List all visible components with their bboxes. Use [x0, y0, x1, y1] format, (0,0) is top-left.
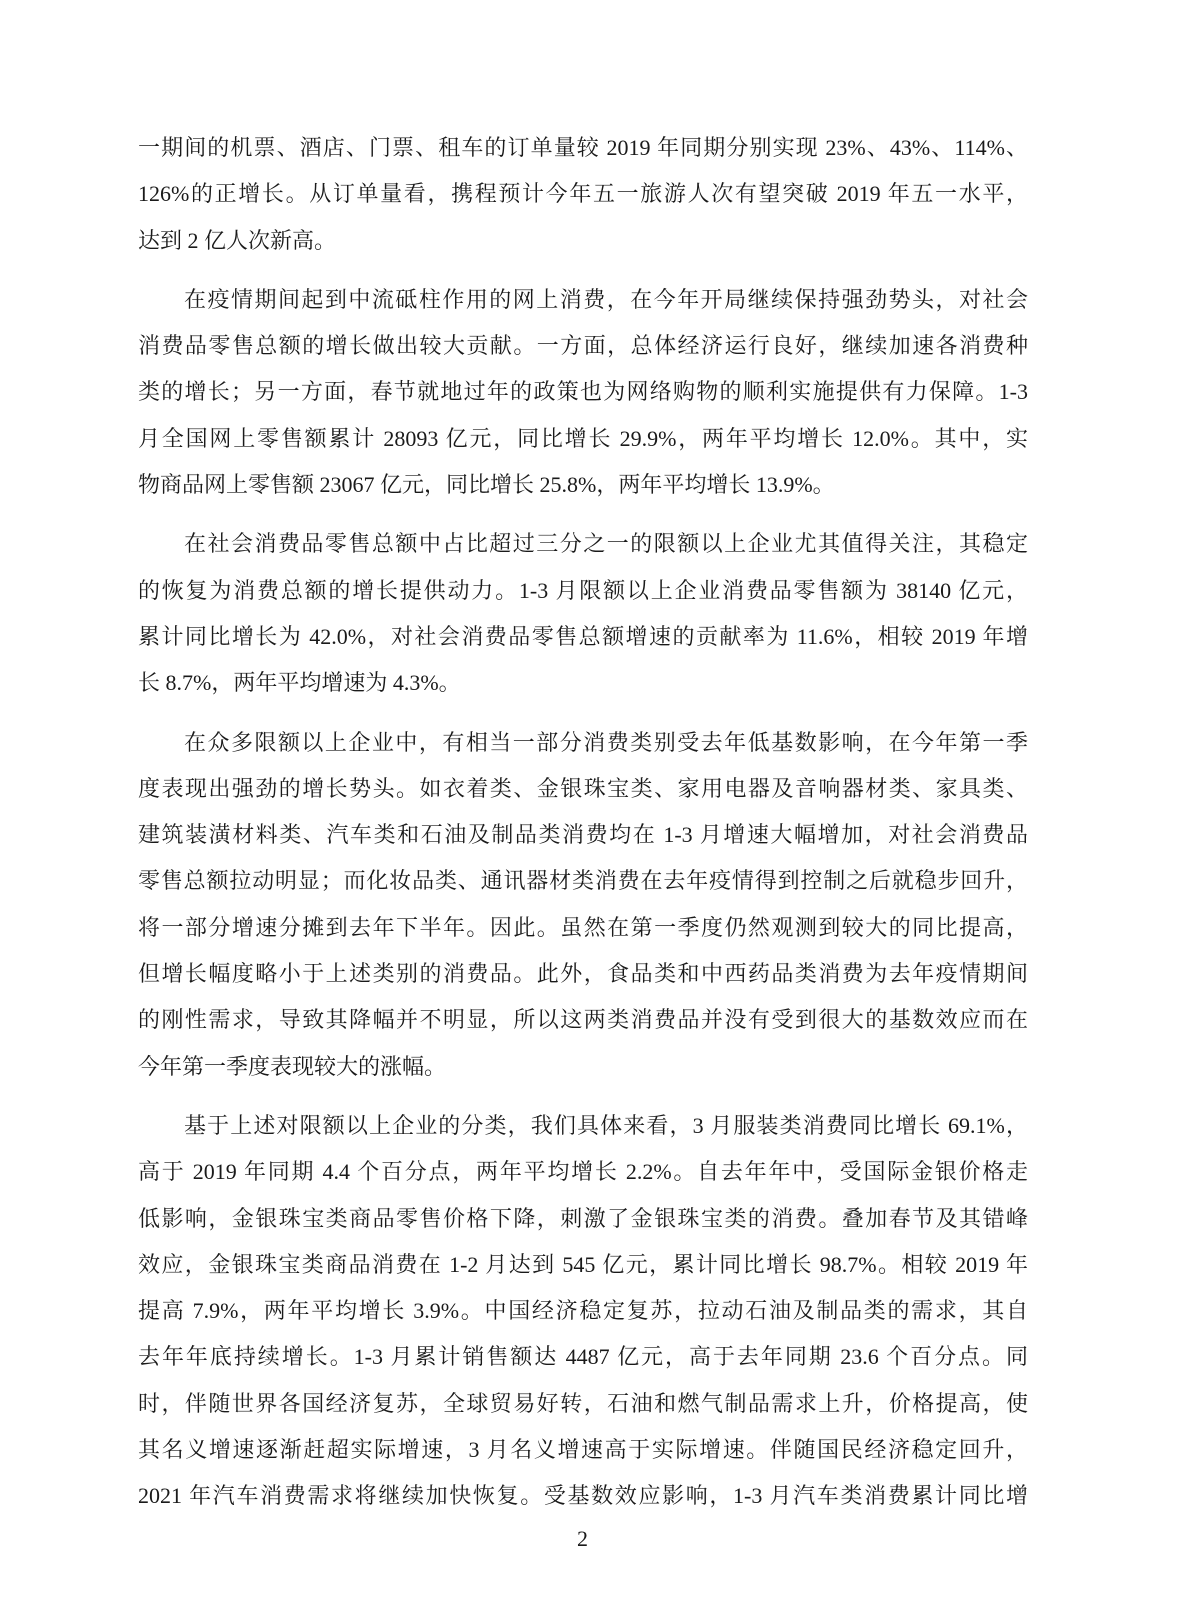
- text-line: 在社会消费品零售总额中占比超过三分之一的限额以上企业尤其值得关注，其稳定: [184, 531, 1028, 557]
- text-line: 时，伴随世界各国经济复苏，全球贸易好转，石油和燃气制品需求上升，价格提高，使: [138, 1390, 1028, 1416]
- text-line: 消费品零售总额的增长做出较大贡献。一方面，总体经济运行良好，继续加速各消费种: [138, 333, 1028, 359]
- paragraph: [138, 720, 1028, 1090]
- text-line: 但增长幅度略小于上述类别的消费品。此外，食品类和中西药品类消费为去年疫情期间: [138, 961, 1028, 987]
- text-line: 的刚性需求，导致其降幅并不明显，所以这两类消费品并没有受到很大的基数效应而在: [138, 1007, 1028, 1033]
- text-line: 度表现出强劲的增长势头。如衣着类、金银珠宝类、家用电器及音响器材类、家具类、: [138, 775, 1028, 801]
- text-line: 126%的正增长。从订单量看，携程预计今年五一旅游人次有望突破 2019 年五一水平，: [138, 181, 1028, 207]
- paragraph: [138, 1103, 1028, 1520]
- text-line: 在众多限额以上企业中，有相当一部分消费类别受去年低基数影响，在今年第一季: [184, 729, 1028, 755]
- paragraph: [138, 521, 1028, 706]
- paragraph: [138, 125, 1028, 264]
- text-line: 类的增长；另一方面，春节就地过年的政策也为网络购物的顺利实施提供有力保障。1-3: [138, 379, 1028, 405]
- text-line: 累计同比增长为 42.0%，对社会消费品零售总额增速的贡献率为 11.6%，相较 2019 年增: [138, 623, 1028, 649]
- text-line: 今年第一季度表现较大的涨幅。: [138, 1053, 447, 1079]
- document-body: [138, 125, 1028, 1533]
- text-line: 其名义增速逐渐赶超实际增速，3 月名义增速高于实际增速。伴随国民经济稳定回升，: [138, 1437, 1028, 1463]
- text-line: 2021 年汽车消费需求将继续加快恢复。受基数效应影响，1-3 月汽车类消费累计同比增: [138, 1483, 1028, 1509]
- text-line: 零售总额拉动明显；而化妆品类、通讯器材类消费在去年疫情得到控制之后就稳步回升，: [138, 868, 1028, 894]
- text-line: 将一部分增速分摊到去年下半年。因此。虽然在第一季度仍然观测到较大的同比提高，: [138, 914, 1028, 940]
- text-line: 月全国网上零售额累计 28093 亿元，同比增长 29.9%，两年平均增长 12.0%。其中，实: [138, 425, 1028, 451]
- page-number: 2: [577, 1526, 588, 1551]
- text-line: 基于上述对限额以上企业的分类，我们具体来看，3 月服装类消费同比增长 69.1%，: [184, 1112, 1028, 1138]
- text-line: 提高 7.9%，两年平均增长 3.9%。中国经济稳定复苏，拉动石油及制品类的需求，其自: [138, 1298, 1028, 1324]
- text-line: 一期间的机票、酒店、门票、租车的订单量较 2019 年同期分别实现 23%、43%、114%、: [138, 135, 1028, 160]
- text-line: 长 8.7%，两年平均增速为 4.3%。: [138, 670, 461, 696]
- text-line: 去年年底持续增长。1-3 月累计销售额达 4487 亿元，高于去年同期 23.6 个百分点。同: [138, 1344, 1028, 1370]
- text-line: 低影响，金银珠宝类商品零售价格下降，刺激了金银珠宝类的消费。叠加春节及其错峰: [138, 1205, 1028, 1231]
- paragraph: [138, 277, 1028, 508]
- text-line: 建筑装潢材料类、汽车类和石油及制品类消费均在 1-3 月增速大幅增加，对社会消费品: [138, 822, 1028, 848]
- text-line: 的恢复为消费总额的增长提供动力。1-3 月限额以上企业消费品零售额为 38140 亿元，: [138, 577, 1028, 603]
- text-line: 高于 2019 年同期 4.4 个百分点，两年平均增长 2.2%。自去年年中，受国际金银价格走: [138, 1159, 1028, 1185]
- text-line: 达到 2 亿人次新高。: [138, 227, 337, 253]
- text-line: 效应，金银珠宝类商品消费在 1-2 月达到 545 亿元，累计同比增长 98.7%。相较 2019 年: [138, 1251, 1028, 1277]
- text-line: 在疫情期间起到中流砥柱作用的网上消费，在今年开局继续保持强劲势头，对社会: [184, 286, 1028, 312]
- text-line: 物商品网上零售额 23067 亿元，同比增长 25.8%，两年平均增长 13.9%。: [138, 472, 835, 498]
